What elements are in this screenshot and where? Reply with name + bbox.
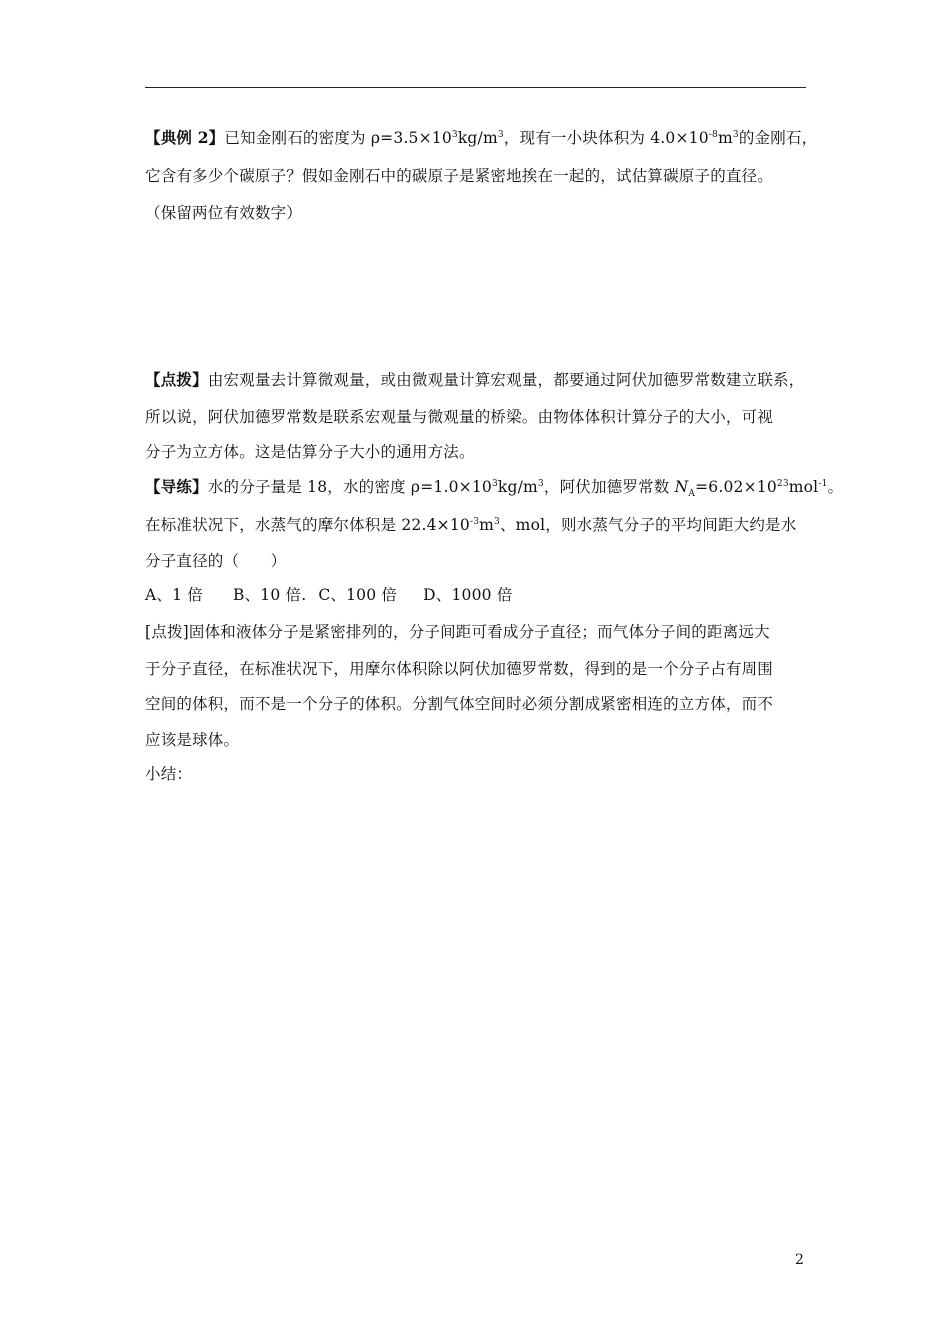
option-c: C、100 倍 bbox=[318, 586, 398, 604]
superscript: -1 bbox=[818, 479, 828, 489]
superscript: 3 bbox=[537, 479, 544, 489]
superscript: -3 bbox=[469, 517, 480, 527]
example2-line1 bbox=[145, 128, 817, 148]
practice-line2 bbox=[145, 515, 796, 535]
example2-line3: （保留两位有效数字） bbox=[145, 204, 303, 222]
superscript: 3 bbox=[491, 479, 498, 489]
text-run: kg/m bbox=[497, 478, 538, 496]
superscript: 3 bbox=[497, 130, 504, 140]
text-run: 水的分子量是 18，水的密度 ρ=1.0×10 bbox=[207, 478, 492, 496]
text-run: 由宏观量去计算微观量，或由微观量计算宏观量，都要通过阿伏加德罗常数建立联系， bbox=[207, 371, 805, 389]
tip1-line2: 所以说，阿伏加德罗常数是联系宏观量与微观量的桥梁。由物体体积计算分子的大小，可视 bbox=[145, 408, 774, 426]
text-run: 。 bbox=[827, 478, 844, 496]
page-number: 2 bbox=[795, 1252, 804, 1268]
text-run: ，阿伏加德罗常数 bbox=[543, 478, 675, 496]
option-b: B、10 倍. bbox=[232, 586, 307, 604]
text-run: m bbox=[479, 516, 495, 534]
superscript: 23 bbox=[776, 479, 789, 489]
example2-line2: 它含有多少个碳原子？假如金刚石中的碳原子是紧密地挨在一起的，试估算碳原子的直径。 bbox=[145, 167, 774, 185]
text-run: kg/m bbox=[457, 129, 498, 147]
practice-line3: 分子直径的（ ） bbox=[145, 552, 287, 570]
practice-line1 bbox=[145, 477, 843, 504]
option-d: D、1000 倍 bbox=[423, 586, 513, 604]
text-run: 的金刚石， bbox=[738, 129, 818, 147]
tip2-line2: 于分子直径，在标准状况下，用摩尔体积除以阿伏加德罗常数，得到的是一个分子占有周围 bbox=[145, 660, 774, 678]
example2-tag: 【典例 2】 bbox=[145, 128, 225, 147]
text-run: =6.02×10 bbox=[695, 478, 777, 496]
avogadro-symbol: N bbox=[674, 478, 689, 496]
tip2-line3: 空间的体积，而不是一个分子的体积。分割气体空间时必须分割成紧密相连的立方体，而不 bbox=[145, 695, 774, 713]
text-run: 已知金刚石的密度为 ρ=3.5×10 bbox=[224, 129, 452, 147]
superscript: 3 bbox=[451, 130, 458, 140]
option-a: A、1 倍 bbox=[145, 586, 203, 604]
text-run: 在标准状况下，水蒸气的摩尔体积是 22.4×10 bbox=[145, 516, 470, 534]
tip2-line4: 应该是球体。 bbox=[145, 731, 240, 749]
tip1-line3: 分子为立方体。这是估算分子大小的通用方法。 bbox=[145, 443, 475, 461]
tip1-tag: 【点拨】 bbox=[145, 370, 208, 389]
subscript: A bbox=[688, 489, 696, 500]
text-run: m bbox=[717, 129, 733, 147]
text-run: ，现有一小块体积为 4.0×10 bbox=[503, 129, 709, 147]
superscript: -8 bbox=[708, 130, 718, 140]
practice-tag: 【导练】 bbox=[145, 477, 208, 496]
text-run: 、mol，则水蒸气分子的平均间距大约是水 bbox=[499, 516, 797, 534]
text-run: mol bbox=[788, 478, 819, 496]
tip1-line1 bbox=[145, 370, 804, 390]
practice-options bbox=[145, 585, 513, 605]
header-rule bbox=[145, 87, 806, 88]
superscript: 3 bbox=[732, 130, 739, 140]
superscript: 3 bbox=[494, 517, 500, 527]
summary-label: 小结： bbox=[145, 765, 193, 783]
tip2-line1: [点拨]固体和液体分子是紧密排列的，分子间距可看成分子直径；而气体分子间的距离远大 bbox=[145, 623, 770, 641]
